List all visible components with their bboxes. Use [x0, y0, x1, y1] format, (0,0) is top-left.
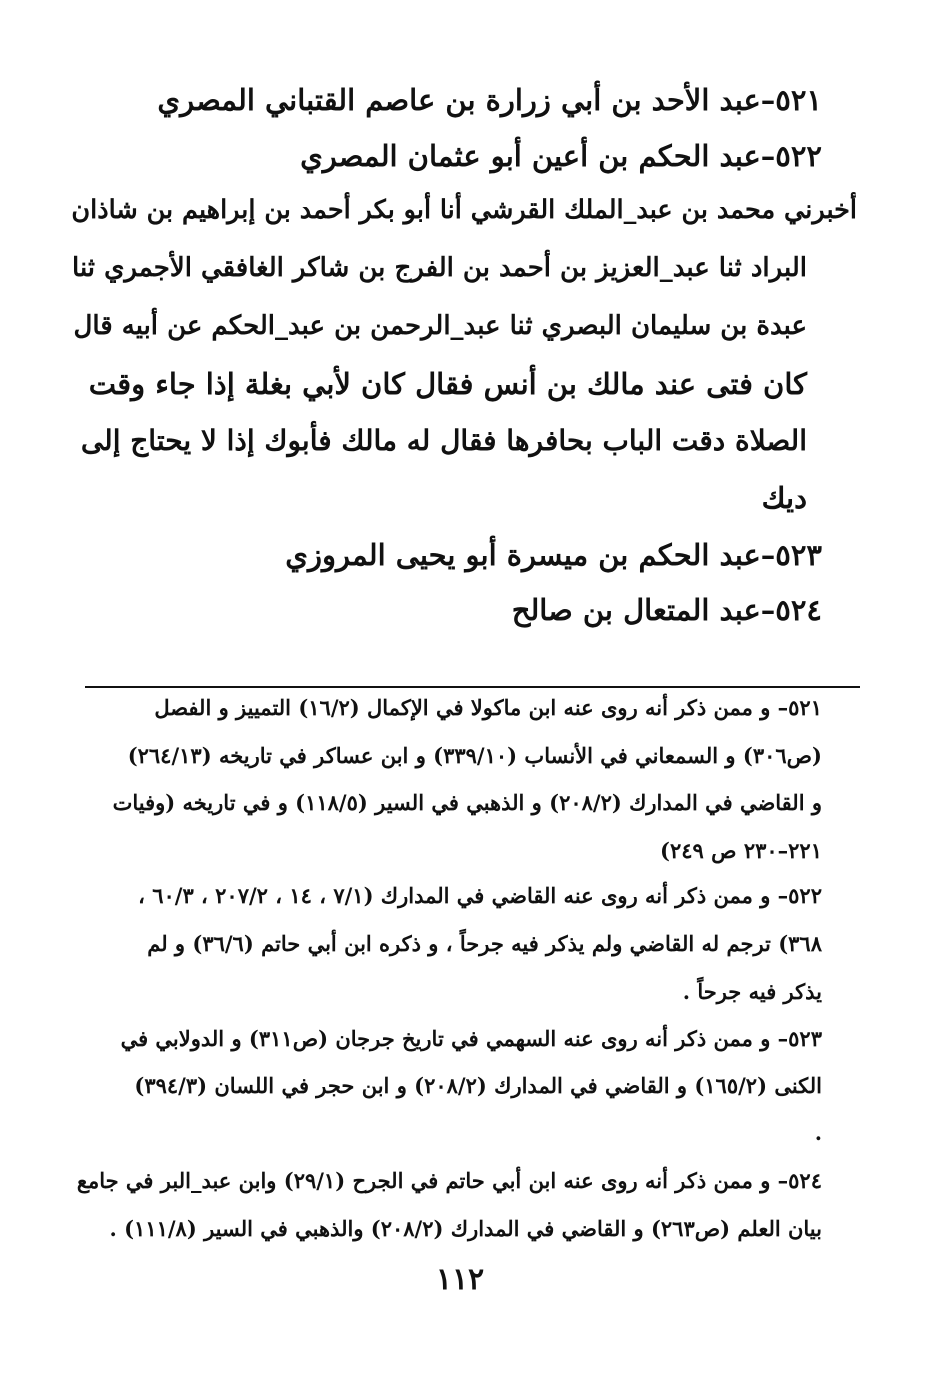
footnote-522-line: ٣٦٨) ترجم له القاضي ولم يذكر فيه جرحاً ، و ذكره ابن أبي حاتم (٣٦/٦) و لم — [147, 931, 822, 956]
footnote-523-line: . — [814, 1120, 822, 1145]
footnote-divider — [85, 686, 860, 688]
footnote-524-line: بيان العلم (ص٢٦٣) و القاضي في المدارك (٢٠٨/٢) والذهبي في السير (١١١/٨) . — [109, 1216, 822, 1241]
page-number: ١١٢ — [435, 1262, 485, 1297]
entry-523-heading: ٥٢٣–عبد الحكم بن ميسرة أبو يحيى المروزي — [285, 538, 822, 572]
footnote-521-line: (ص٣٠٦) و السمعاني في الأنساب (٣٣٩/١٠) و ابن عساكر في تاريخه (٢٦٤/١٣) — [127, 743, 822, 768]
narration-line: عبدة بن سليمان البصري ثنا عبد_الرحمن بن عبد_الحكم عن أبيه قال — [73, 311, 807, 341]
narration-line: أخبرني محمد بن عبد_الملك القرشي أنا أبو بكر أحمد بن إبراهيم بن شاذان — [71, 195, 857, 225]
entry-524-heading: ٥٢٤–عبد المتعال بن صالح — [511, 593, 822, 627]
narration-line: ديك — [761, 481, 807, 515]
entry-522-heading: ٥٢٢–عبد الحكم بن أعين أبو عثمان المصري — [300, 139, 822, 173]
footnote-524-line: ٥٢٤– و ممن ذكر أنه روى عنه ابن أبي حاتم في الجرح (٢٩/١) وابن عبد_البر في جامع — [76, 1168, 822, 1193]
footnote-521-line: ٥٢١– و ممن ذكر أنه روى عنه ابن ماكولا في الإكمال (١٦/٢) التمييز و الفصل — [154, 695, 822, 720]
footnote-523-line: الكنى (١٦٥/٢) و القاضي في المدارك (٢٠٨/٢) و ابن حجر في اللسان (٣٩٤/٣) — [134, 1073, 822, 1098]
footnote-522-line: يذكر فيه جرحاً . — [682, 979, 822, 1004]
footnote-521-line: ٢٢١–٢٣٠ ص ٢٤٩) — [660, 838, 822, 863]
narration-line: الصلاة دقت الباب بحافرها فقال له مالك فأبوك إذا لا يحتاج إلى — [80, 424, 807, 457]
entry-521-heading: ٥٢١–عبد الأحد بن أبي زرارة بن عاصم القتباني المصري — [157, 83, 822, 117]
narration-line: كان فتى عند مالك بن أنس فقال كان لأبي بغلة إذا جاء وقت — [88, 367, 807, 401]
footnote-523-line: ٥٢٣– و ممن ذكر أنه روى عنه السهمي في تاريخ جرجان (ص٣١١) و الدولابي في — [120, 1026, 822, 1051]
footnote-521-line: و القاضي في المدارك (٢٠٨/٢) و الذهبي في السير (١١٨/٥) و في تاريخه (وفيات — [112, 790, 822, 815]
narration-line: البراد ثنا عبد_العزيز بن أحمد بن الفرج بن شاكر الغافقي الأجمري ثنا — [72, 253, 807, 283]
footnote-522-line: ٥٢٢– و ممن ذكر أنه روى عنه القاضي في المدارك (٧/١ ، ١٤ ، ٢٠٧/٢ ، ٦٠/٣ ، — [138, 883, 822, 908]
